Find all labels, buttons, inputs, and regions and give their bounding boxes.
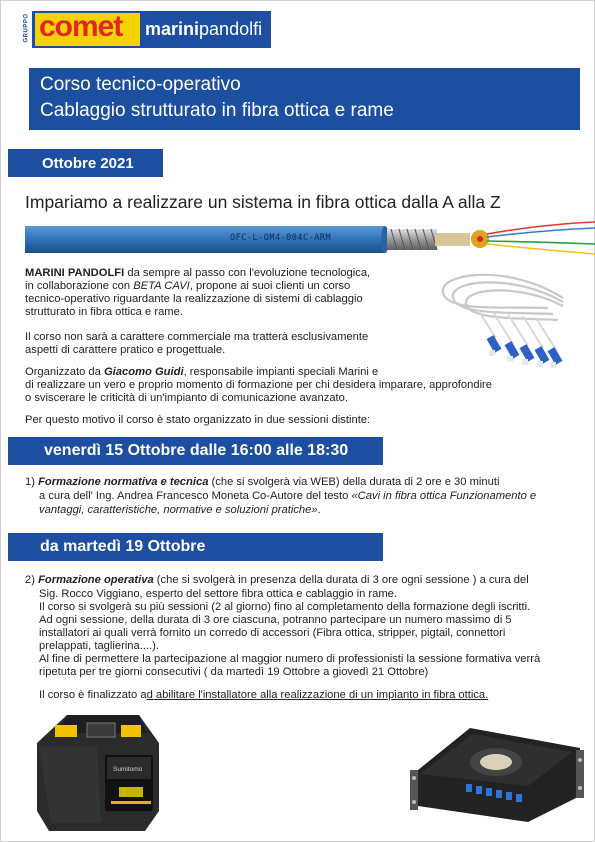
- session2-line: 2) Formazione operativa (che si svolgerà in presenza della durata di 3 ore ogni sessione ) a cura del: [25, 574, 529, 586]
- intro-line: Organizzato da Giacomo Guidi, responsabile impianti speciali Marini e: [25, 366, 379, 378]
- intro-line: strutturato in fibra ottica e rame.: [25, 306, 183, 318]
- date-banner: Ottobre 2021: [8, 149, 163, 177]
- intro-line: di realizzare un vero e proprio momento di formazione per chi desidera imparare, approfondire: [25, 379, 493, 391]
- intro-line: Il corso non sarà a carattere commerciale ma tratterà esclusivamente: [25, 331, 369, 343]
- intro-line: Per questo motivo il corso è stato organizzato in due sessioni distinte:: [25, 414, 371, 426]
- session1-line: vantaggi, caratteristiche, normative e soluzioni pratiche».: [39, 504, 321, 516]
- cable-code-label: OFC-L-OM4-004C-ARM: [230, 233, 332, 243]
- intro-line: aspetti di carattere pratico e progettuale.: [25, 344, 226, 356]
- intro-line: tecnico-operativo riguardante la realizzazione di sistemi di cablaggio: [25, 293, 363, 305]
- session1-line: a cura dell' Ing. Andrea Francesco Moneta Co-Autore del testo «Cavi in fibra ottica Funzionamento e: [39, 490, 537, 502]
- session2-line: prelappati, taglierina....).: [39, 640, 160, 652]
- session2-line: installatori ai quali verrà fornito un corredo di accessori (Fibra ottica, stripper, pigtail, connettori: [39, 627, 506, 639]
- fusion-splicer-image: [27, 703, 167, 837]
- device-brand-label: Sumitomo: [113, 766, 143, 773]
- session1-line: 1) Formazione normativa e tecnica (che si svolgerà via WEB) della durata di 2 ore e 30 minuti: [25, 476, 500, 488]
- session1-banner: venerdì 15 Ottobre dalle 16:00 alle 18:30: [8, 437, 383, 465]
- logo-comet: comet: [35, 13, 140, 46]
- session2-line: Il corso si svolgerà su più sessioni (2 al giorno) fino al completamento della formazione degli iscritti.: [39, 601, 531, 613]
- course-title-line1: Corso tecnico-operativo: [40, 74, 241, 95]
- closing-line: Il corso è finalizzato ad abilitare l'installatore alla realizzazione di un impianto in fibra ottica.: [39, 689, 489, 701]
- intro-line: in collaborazione con BETA CAVI, propone ai suoi clienti un corso: [25, 280, 351, 292]
- company-logo: [21, 11, 271, 48]
- session2-line: Sig. Rocco Viggiano, esperto del settore fibra ottica e cablaggio in rame.: [39, 588, 397, 600]
- logo-group-tag: GRUPPO: [21, 11, 32, 48]
- session2-banner: da martedì 19 Ottobre: [8, 533, 383, 561]
- fiber-pigtails-image: [418, 268, 568, 372]
- logo-company-name: marinipandolfi: [145, 19, 263, 39]
- course-title-box: [29, 68, 580, 130]
- course-title-line2: Cablaggio strutturato in fibra ottica e rame: [40, 100, 394, 121]
- intro-line: o sviscerare le criticità di un'impianto di comunicazione avanzato.: [25, 392, 349, 404]
- session2-line: Ad ogni sessione, della durata di 3 ore ciascuna, potranno partecipare un numero massimo di 5: [39, 614, 512, 626]
- patch-panel-image: [410, 720, 585, 828]
- headline: Impariamo a realizzare un sistema in fibra ottica dalla A alla Z: [25, 192, 501, 212]
- session2-line: ripetuta per tre giorni consecutivi ( da martedì 19 Ottobre a giovedì 21 Ottobre): [39, 666, 429, 678]
- session2-line: Al fine di permettere la partecipazione al maggior numero di professionisti la sessione formativa verrà: [39, 653, 541, 665]
- intro-line: MARINI PANDOLFI da sempre al passo con l'evoluzione tecnologica,: [25, 267, 371, 279]
